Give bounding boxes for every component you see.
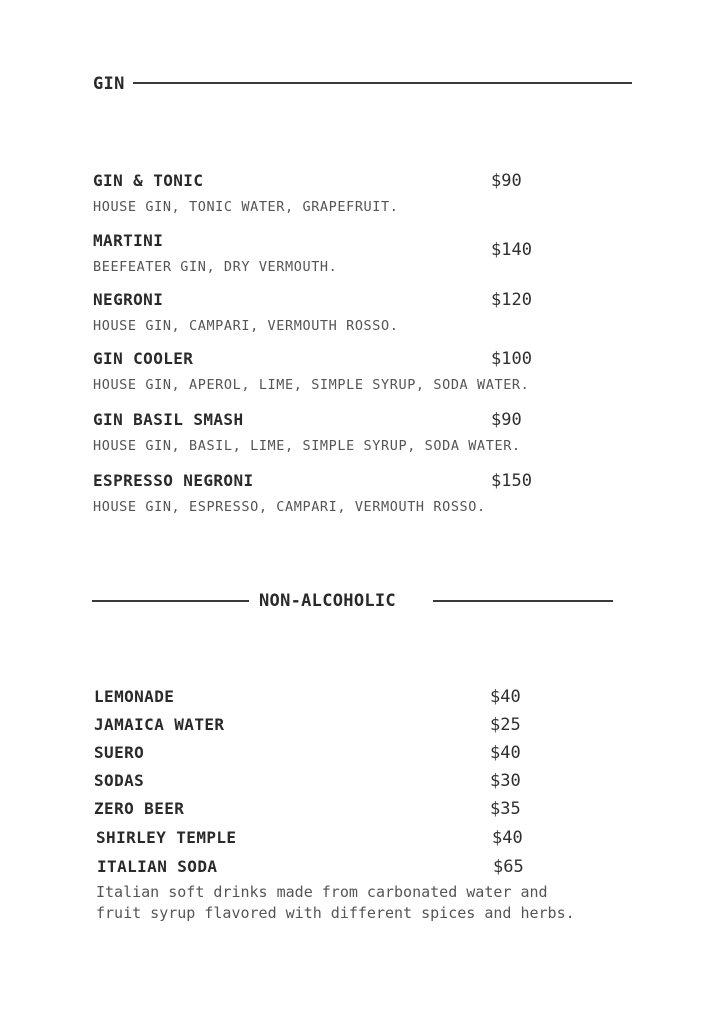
item-name: GIN COOLER	[93, 349, 194, 368]
italian-soda-description	[96, 882, 575, 924]
item-price: $120	[491, 290, 532, 310]
section-divider	[133, 82, 632, 84]
item-price: $40	[490, 687, 521, 707]
item-name: ITALIAN SODA	[97, 857, 218, 876]
item-price: $140	[491, 240, 532, 260]
item-price: $65	[493, 857, 524, 877]
item-price: $90	[491, 171, 522, 191]
description-line: fruit syrup flavored with different spices and herbs.	[96, 904, 575, 922]
item-name: MARTINI	[93, 231, 164, 250]
item-name: SUERO	[94, 743, 145, 762]
item-name: SODAS	[94, 771, 145, 790]
item-name: GIN & TONIC	[93, 171, 204, 190]
item-name: SHIRLEY TEMPLE	[96, 828, 237, 847]
section-title-non-alcoholic: NON-ALCOHOLIC	[259, 591, 396, 611]
item-price: $40	[490, 743, 521, 763]
item-name: NEGRONI	[93, 290, 164, 309]
item-name: ESPRESSO NEGRONI	[93, 471, 254, 490]
item-description: HOUSE GIN, CAMPARI, VERMOUTH ROSSO.	[93, 318, 399, 334]
section-title-gin: GIN	[93, 74, 125, 94]
item-name: GIN BASIL SMASH	[93, 410, 244, 429]
item-description: HOUSE GIN, BASIL, LIME, SIMPLE SYRUP, SODA WATER.	[93, 438, 521, 454]
item-price: $40	[492, 828, 523, 848]
item-description: HOUSE GIN, TONIC WATER, GRAPEFRUIT.	[93, 199, 399, 215]
item-name: ZERO BEER	[94, 799, 185, 818]
section-divider-left	[92, 600, 249, 602]
item-name: JAMAICA WATER	[94, 715, 225, 734]
item-description: HOUSE GIN, ESPRESSO, CAMPARI, VERMOUTH ROSSO.	[93, 499, 486, 515]
item-description: HOUSE GIN, APEROL, LIME, SIMPLE SYRUP, SODA WATER.	[93, 377, 530, 393]
item-price: $90	[491, 410, 522, 430]
description-line: Italian soft drinks made from carbonated water and	[96, 883, 548, 901]
item-price: $100	[491, 349, 532, 369]
section-divider-right	[433, 600, 613, 602]
item-price: $30	[490, 771, 521, 791]
item-price: $25	[490, 715, 521, 735]
item-name: LEMONADE	[94, 687, 175, 706]
item-price: $150	[491, 471, 532, 491]
item-description: BEEFEATER GIN, DRY VERMOUTH.	[93, 259, 338, 275]
item-price: $35	[490, 799, 521, 819]
